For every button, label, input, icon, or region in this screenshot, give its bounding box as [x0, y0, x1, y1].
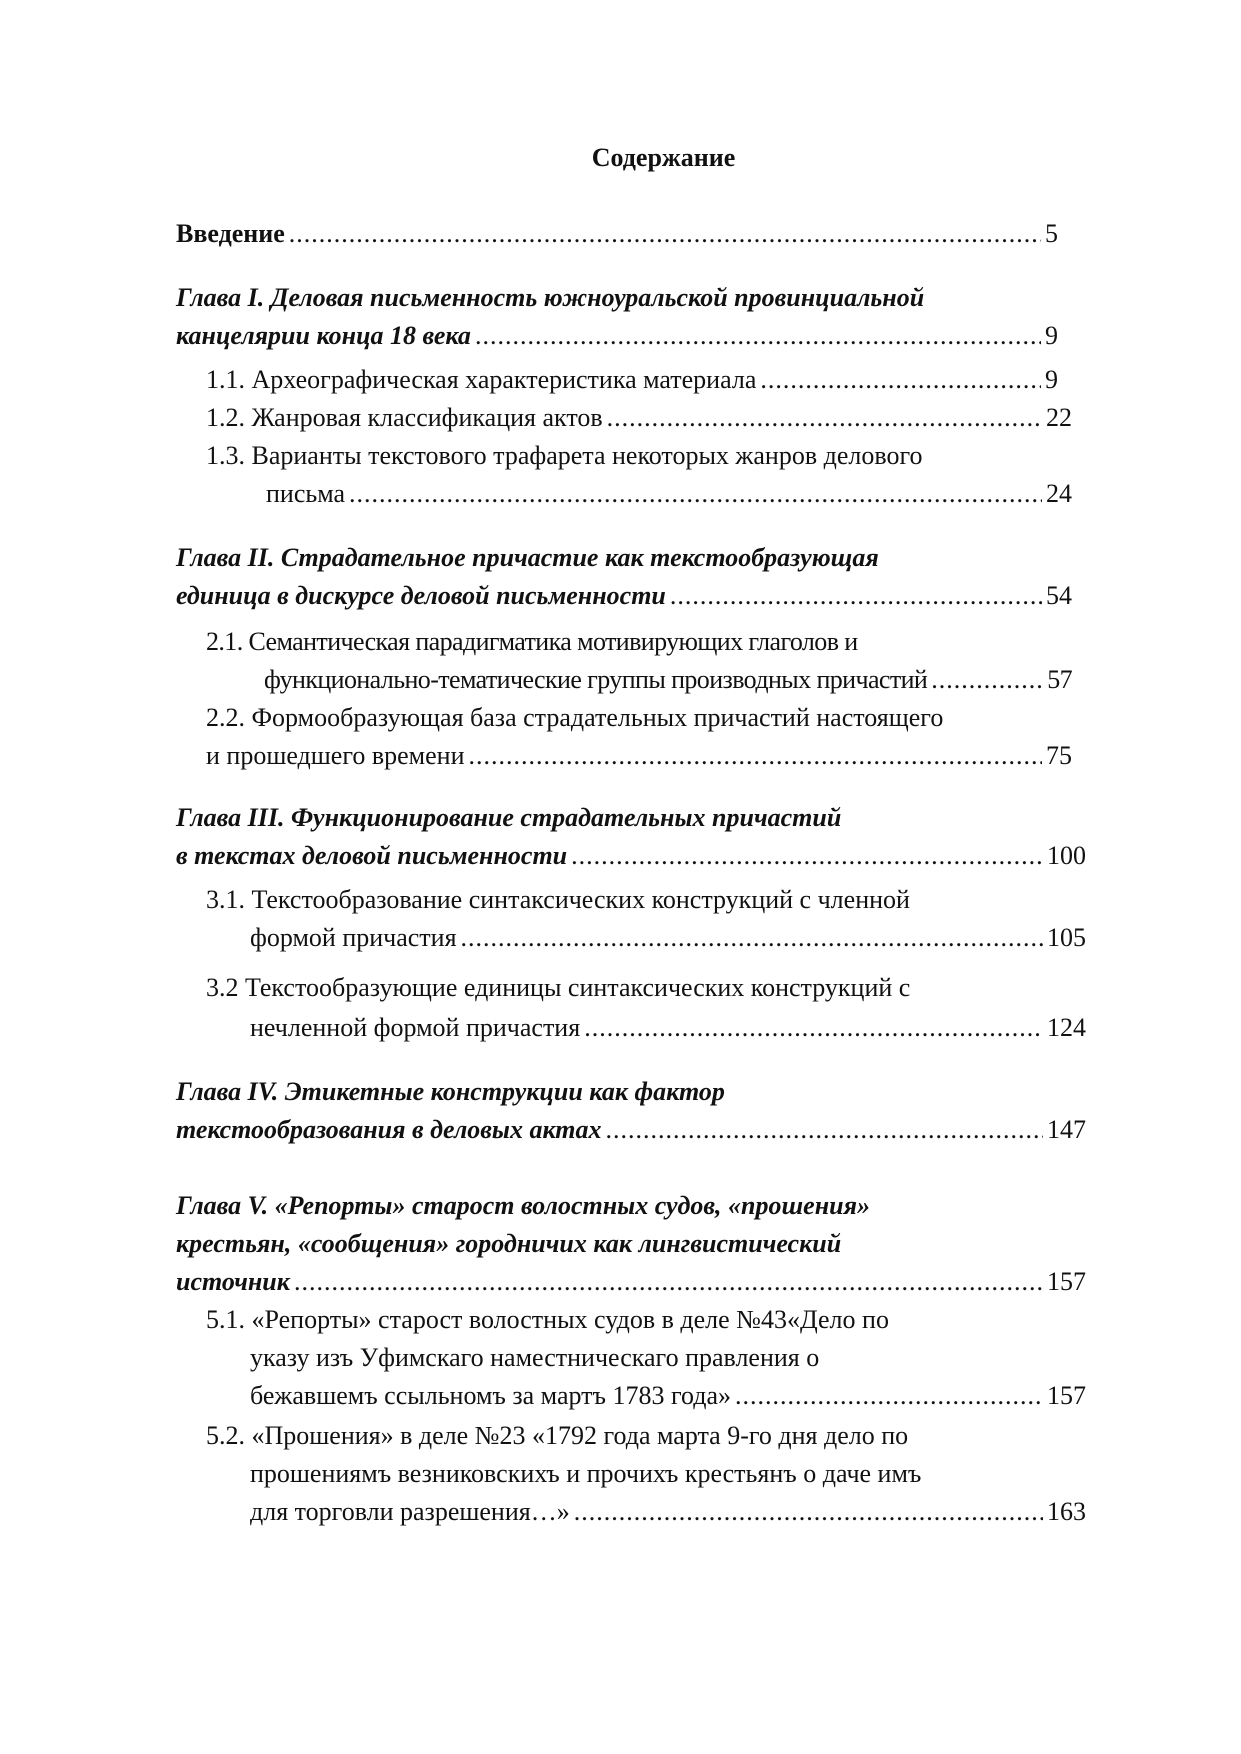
- dot-leader: [461, 920, 1043, 956]
- section-2-1-title-line: 2.1. Семантическая парадигматика мотивирующих глаголов и: [206, 627, 858, 656]
- toc-page-number: 100: [1047, 841, 1086, 870]
- dot-leader: [469, 738, 1043, 774]
- dot-leader: [670, 578, 1042, 614]
- toc-entry-text: 1.1. Археографическая характеристика материала: [206, 365, 757, 394]
- toc-entry-text: бежавшемъ ссыльномъ за мартъ 1783 года»: [250, 1381, 731, 1410]
- toc-entry-text: формой причастия: [250, 923, 457, 952]
- dot-leader: [735, 1378, 1043, 1414]
- dot-leader: [475, 318, 1041, 354]
- section-2-2-title-line: 2.2. Формообразующая база страдательных причастий настоящего: [206, 703, 944, 732]
- toc-entry-text: функционально-тематические группы производных причастий: [264, 665, 928, 694]
- section-1-3-title-line: 1.3. Варианты текстового трафарета некоторых жанров делового: [206, 441, 923, 470]
- dot-leader: [349, 476, 1042, 512]
- dot-leader: [294, 1264, 1043, 1300]
- dot-leader: [574, 1494, 1043, 1530]
- section-5-1-title-line: 5.1. «Репорты» старост волостных судов в деле №43«Дело по: [206, 1305, 889, 1334]
- toc-page-number: 157: [1047, 1381, 1086, 1410]
- dot-leader: [760, 362, 1041, 398]
- dot-leader: [607, 400, 1042, 436]
- toc-page-number: 22: [1046, 403, 1072, 432]
- toc-entry-section-1-3: [266, 476, 1072, 512]
- toc-entry-section-1-2: [206, 400, 1072, 436]
- section-3-2-title-line: 3.2 Текстообразующие единицы синтаксических конструкций с: [206, 973, 911, 1002]
- toc-entry-section-5-1: [250, 1378, 1086, 1414]
- page-title: Содержание: [591, 143, 736, 172]
- toc-entry-text: текстообразования в деловых актах: [176, 1115, 602, 1144]
- toc-entry-text: для торговли разрешения…»: [250, 1497, 570, 1526]
- toc-entry-text: нечленной формой причастия: [250, 1013, 581, 1042]
- toc-entry-chapter-4: [176, 1112, 1086, 1148]
- toc-entry-section-1-1: [206, 362, 1058, 398]
- toc-entry-chapter-2: [176, 578, 1072, 614]
- dot-leader: [931, 662, 1043, 698]
- chapter-2-title-line: Глава II. Страдательное причастие как текстообразующая: [176, 543, 879, 572]
- chapter-4-title-line: Глава IV. Этикетные конструкции как фактор: [176, 1077, 725, 1106]
- toc-page-number: 54: [1046, 581, 1072, 610]
- toc-entry-section-2-2: [206, 738, 1072, 774]
- toc-entry-section-5-2: [250, 1494, 1086, 1530]
- chapter-1-title-line: Глава I. Деловая письменность южноуральской провинциальной: [176, 283, 925, 312]
- toc-entry-section-3-2: [250, 1010, 1086, 1046]
- chapter-5-title-line: Глава V. «Репорты» старост волостных судов, «прошения»: [176, 1191, 870, 1220]
- toc-entry-text: письма: [266, 479, 346, 508]
- toc-entry-text: в текстах деловой письменности: [176, 841, 568, 870]
- toc-page-number: 163: [1047, 1497, 1086, 1526]
- toc-entry-text: канцелярии конца 18 века: [176, 321, 471, 350]
- toc-entry-chapter-5: [176, 1264, 1086, 1300]
- section-5-2-title-line: 5.2. «Прошения» в деле №23 «1792 года марта 9-го дня дело по: [206, 1421, 909, 1450]
- toc-entry-text: и прошедшего времени: [206, 741, 465, 770]
- chapter-5-title-line: крестьян, «сообщения» городничих как лингвистический: [176, 1229, 842, 1258]
- toc-entry-chapter-3: [176, 838, 1086, 874]
- section-3-1-title-line: 3.1. Текстообразование синтаксических конструкций с членной: [206, 885, 910, 914]
- toc-entry-text: Введение: [176, 219, 285, 248]
- toc-entry-section-2-1: [264, 662, 1072, 698]
- toc-entry-section-3-1: [250, 920, 1086, 956]
- section-5-1-title-line: указу изъ Уфимскаго наместническаго правления о: [250, 1343, 820, 1372]
- toc-page-number: 124: [1047, 1013, 1086, 1042]
- toc-page-number: 147: [1047, 1115, 1086, 1144]
- chapter-3-title-line: Глава III. Функционирование страдательных причастий: [176, 803, 842, 832]
- dot-leader: [289, 216, 1041, 252]
- toc-entry-text: 1.2. Жанровая классификация актов: [206, 403, 603, 432]
- dot-leader: [606, 1112, 1044, 1148]
- toc-page-number: 57: [1047, 665, 1072, 694]
- toc-page-number: 5: [1045, 219, 1058, 248]
- toc-page-number: 75: [1046, 741, 1072, 770]
- toc-page-number: 9: [1045, 365, 1058, 394]
- toc-page-number: 105: [1047, 923, 1086, 952]
- toc-entry-text: источник: [176, 1267, 290, 1296]
- toc-page-number: 157: [1047, 1267, 1086, 1296]
- toc-page-number: 9: [1045, 321, 1058, 350]
- section-5-2-title-line: прошениямъ везниковскихъ и прочихъ крестьянъ о даче имъ: [250, 1459, 922, 1488]
- toc-page-number: 24: [1046, 479, 1072, 508]
- toc-entry-introduction: [176, 216, 1058, 252]
- toc-entry-text: единица в дискурсе деловой письменности: [176, 581, 666, 610]
- toc-entry-chapter-1: [176, 318, 1058, 354]
- dot-leader: [571, 838, 1043, 874]
- dot-leader: [584, 1010, 1043, 1046]
